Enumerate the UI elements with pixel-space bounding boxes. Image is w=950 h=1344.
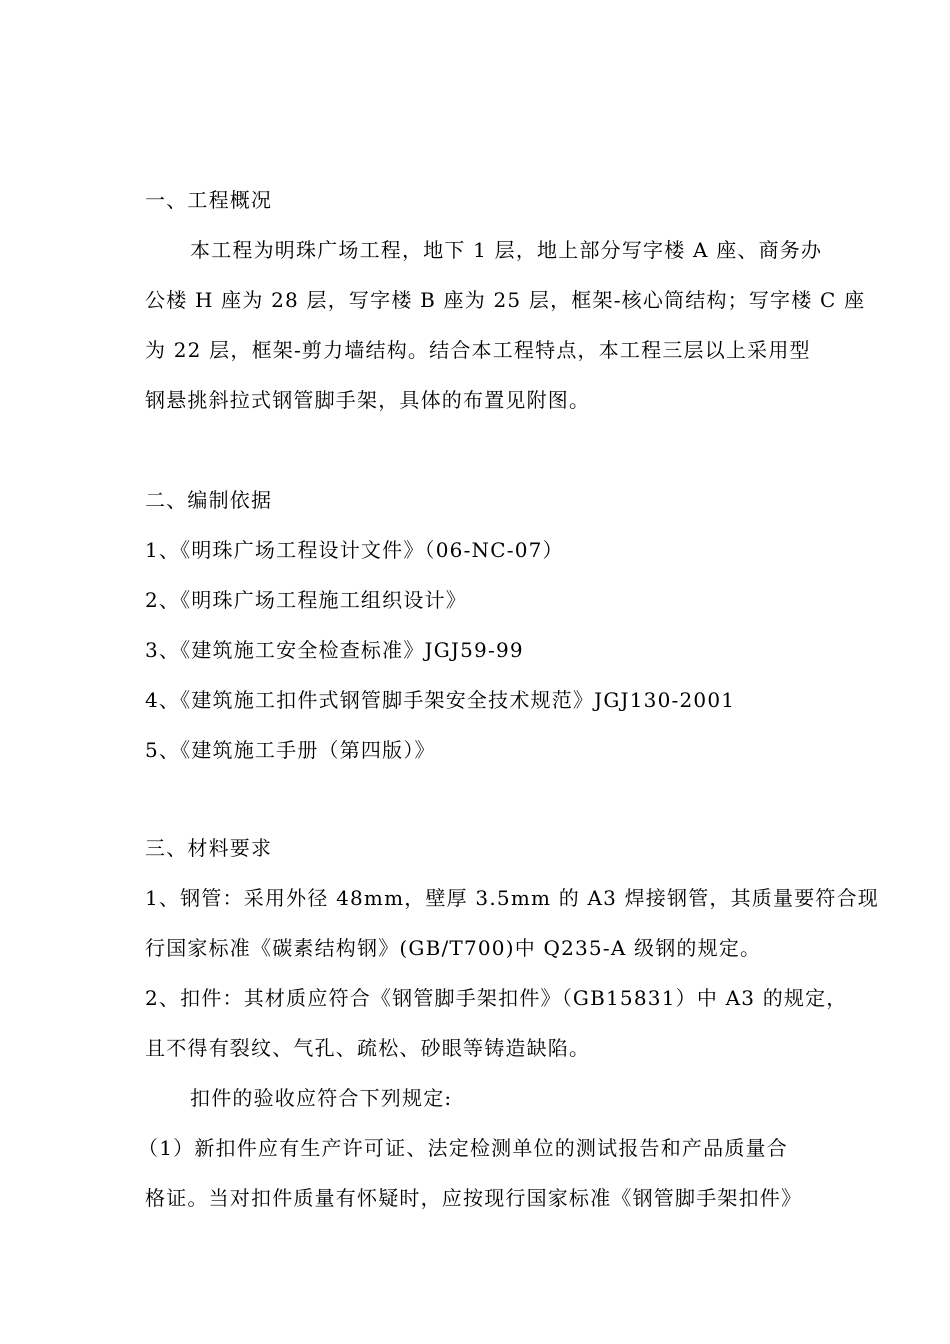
paragraph-line: （1）新扣件应有生产许可证、法定检测单位的测试报告和产品质量合 <box>138 1136 788 1160</box>
list-item: 2、《明珠广场工程施工组织设计》 <box>145 588 467 612</box>
paragraph-line: 且不得有裂纹、气孔、疏松、砂眼等铸造缺陷。 <box>145 1036 591 1060</box>
paragraph-line: 行国家标准《碳素结构钢》(GB/T700)中 Q235-A 级钢的规定。 <box>145 936 762 960</box>
paragraph-line: 公楼 H 座为 28 层，写字楼 B 座为 25 层，框架-核心筒结构；写字楼 C 座 <box>145 288 866 312</box>
paragraph-line: 为 22 层，框架-剪力墙结构。结合本工程特点，本工程三层以上采用型 <box>145 338 811 362</box>
list-item: 1、《明珠广场工程设计文件》（06-NC-07） <box>145 538 564 562</box>
section-heading-overview: 一、工程概况 <box>145 188 273 212</box>
paragraph-line: 扣件的验收应符合下列规定: <box>190 1086 453 1110</box>
section-heading-basis: 二、编制依据 <box>145 488 273 512</box>
paragraph-line: 1、钢管：采用外径 48mm，壁厚 3.5mm 的 A3 焊接钢管，其质量要符合现 <box>145 886 879 910</box>
list-item: 3、《建筑施工安全检查标准》JGJ59-99 <box>145 638 524 662</box>
paragraph-line: 格证。当对扣件质量有怀疑时，应按现行国家标准《钢管脚手架扣件》 <box>145 1186 803 1210</box>
section-heading-materials: 三、材料要求 <box>145 836 273 860</box>
list-item: 4、《建筑施工扣件式钢管脚手架安全技术规范》JGJ130-2001 <box>145 688 736 712</box>
paragraph-line: 2、扣件：其材质应符合《钢管脚手架扣件》（GB15831）中 A3 的规定， <box>145 986 848 1010</box>
list-item: 5、《建筑施工手册（第四版）》 <box>145 738 436 762</box>
paragraph-line: 本工程为明珠广场工程，地下 1 层，地上部分写字楼 A 座、商务办 <box>190 238 823 262</box>
paragraph-line: 钢悬挑斜拉式钢管脚手架，具体的布置见附图。 <box>145 388 591 412</box>
